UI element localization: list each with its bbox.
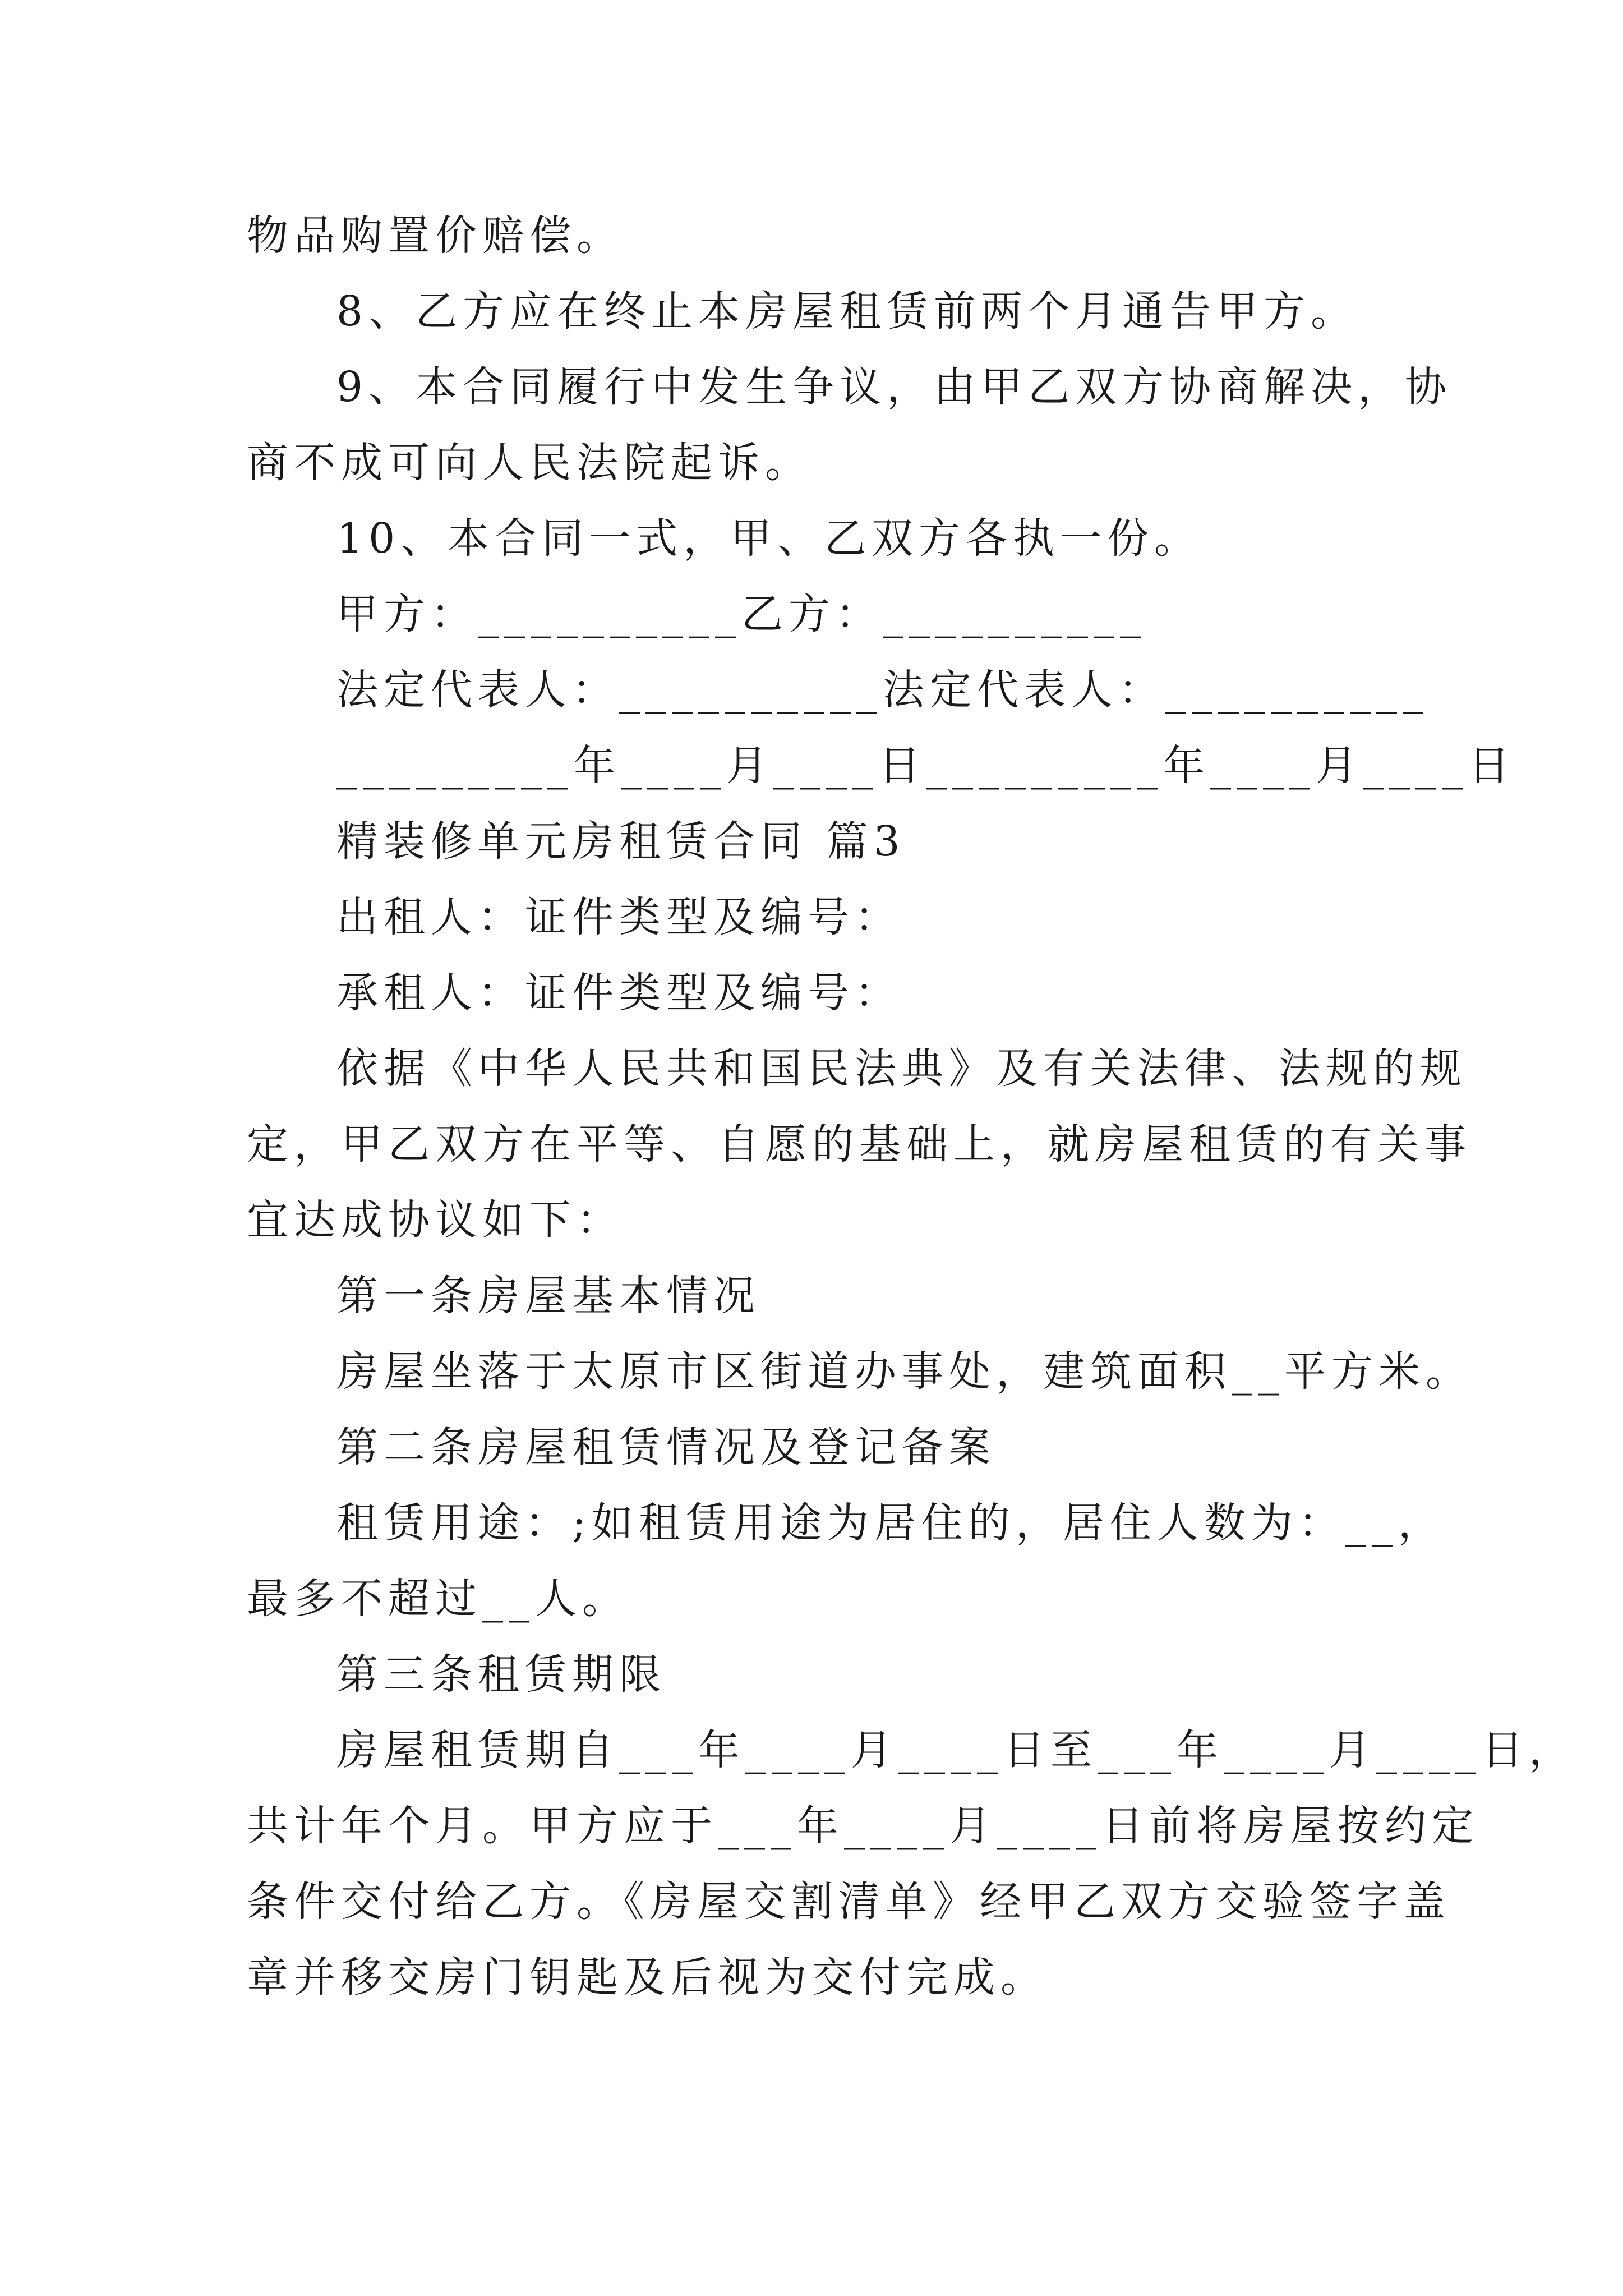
signature-line: 甲方：__________乙方：__________ [336,590,1146,638]
date-line: _________年____月____日_________年____月____日 [336,742,1515,790]
text-line: 商不成可向人民法院起诉。 [247,439,812,487]
text-line: 章并移交房门钥匙及后视为交付完成。 [247,1953,1048,2001]
text-line: 10、本合同一式，甲、乙双方各执一份。 [336,514,1202,563]
text-line: 物品购置价赔偿。 [247,211,624,260]
text-line: 租赁用途：;如租赁用途为居住的，居住人数为：__， [336,1499,1445,1547]
text-line: 房屋租赁期自___年____月____日至___年____月____日， [336,1726,1576,1774]
text-line: 定，甲乙双方在平等、自愿的基础上，就房屋租赁的有关事 [247,1120,1472,1168]
text-line: 房屋坐落于太原市区街道办事处，建筑面积__平方米。 [336,1347,1473,1396]
text-line: 宜达成协议如下： [247,1196,624,1244]
text-line: 依据《中华人民共和国民法典》及有关法律、法规的规 [336,1045,1467,1093]
text-line: 条件交付给乙方。《房屋交割清单》经甲乙双方交验签字盖 [247,1878,1451,1926]
text-line: 9、本合同履行中发生争议，由甲乙双方协商解决，协 [336,363,1453,411]
article-heading: 第二条房屋租赁情况及登记备案 [336,1423,996,1471]
article-heading: 第一条房屋基本情况 [336,1272,760,1320]
text-line: 8、乙方应在终止本房屋租赁前两个月通告甲方。 [336,287,1358,335]
text-line: 共计年个月。甲方应于___年____月____日前将房屋按约定 [247,1802,1479,1850]
signature-line: 法定代表人：__________法定代表人：__________ [336,666,1429,714]
article-heading: 第三条租赁期限 [336,1650,666,1699]
section-title: 精装修单元房租赁合同 篇3 [336,817,906,866]
text-line: 承租人：证件类型及编号： [336,969,902,1017]
text-line: 最多不超过__人。 [247,1575,629,1623]
text-line: 出租人：证件类型及编号： [336,893,902,941]
